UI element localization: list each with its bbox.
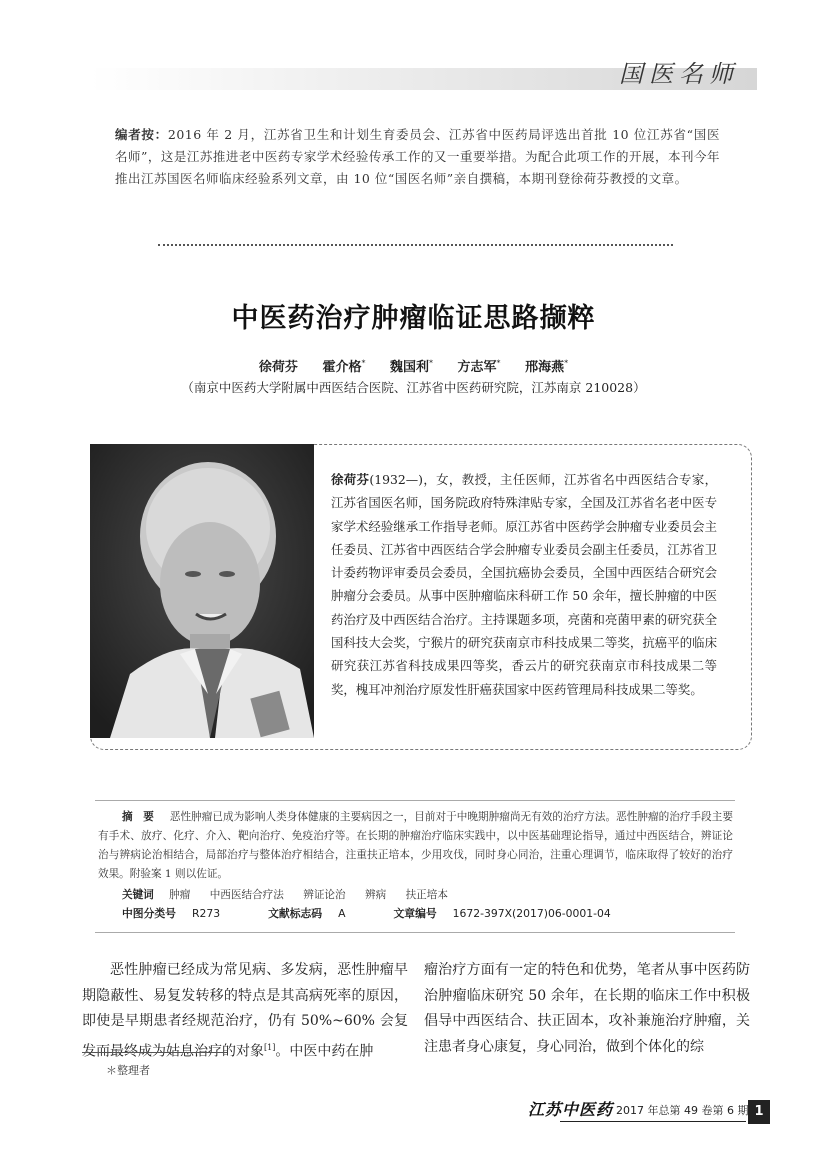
editor-note-text: 2016 年 2 月，江苏省卫生和计划生育委员会、江苏省中医药局评选出首批 10 位江苏省“国医名师”，这是江苏推进老中医药专家学术经验传承工作的又一重要举措。为配合此项工作的开展，本刊今年推出江苏国医名师临床经验系列文章，由 10 位“国医名师”亲自撰稿，本期刊登徐荷芬教授的文章。 <box>115 127 720 186</box>
keywords-label: 关键词 <box>122 889 154 901</box>
clc-value: R273 <box>191 907 221 920</box>
body-column-right: 瘤治疗方面有一定的特色和优势，笔者从事中医药防治肿瘤临床研究 50 余年，在长期的临床工作中积极倡导中西医结合、扶正固本，攻补兼施治疗肿瘤，关注患者身心康复，身心同治，做到个体化的综 <box>424 962 750 1055</box>
affiliation: （南京中医药大学附属中西医结合医院、江苏省中医药研究院，江苏南京 210028） <box>181 380 646 395</box>
editor-note <box>115 124 720 190</box>
editor-note-lead: 编者按： <box>115 127 168 142</box>
author: 邢海燕* <box>525 358 569 375</box>
body-column-left: 恶性肿瘤已经成为常见病、多发病，恶性肿瘤早期隐蔽性、易复发转移的特点是其高病死率的原因，即使是早期患者经规范治疗，仍有 50%~60% 会复发而最终成为姑息治疗的对象[1]。中医中药在肿 <box>82 962 408 1060</box>
author: 魏国利* <box>389 358 433 375</box>
doc-code-value: A <box>338 907 346 920</box>
footnote: ＊整理者 <box>106 1064 150 1077</box>
keyword: 中西医结合疗法 <box>209 889 284 901</box>
bio-body: (1932—)，女，教授，主任医师，江苏省名中西医结合专家，江苏省国医名师，国务院政府特殊津贴专家，全国及江苏省名老中医专家学术经验继承工作指导老师。原江苏省中医药学会肿瘤专业委员会主任委员、江苏省中西医结合学会肿瘤专业委员会副主任委员，江苏省卫计委药物评审委员会委员，全国抗癌协会委员，全国中西医结合研究会肿瘤分会委员。从事中医肿瘤临床科研工作 50 余年，擅长肿瘤的中医药治疗及中西医结合治疗。主持课题多项，亮菌和亮菌甲素的研究获全国科技大会奖，宁猴片的研究获南京市科技成果二等奖，抗癌平的临床研究获江苏省科技成果四等奖，香云片的研究获南京市科技成果二等奖，槐耳冲剂治疗原发性肝癌获国家中医药管理局科技成果二等奖。 <box>331 472 718 697</box>
footnote-rule <box>82 1052 227 1053</box>
reference-marker: [1] <box>264 1042 276 1052</box>
bio-text <box>331 468 717 701</box>
author-list <box>0 356 827 375</box>
keywords-line <box>122 887 464 902</box>
page-number: 1 <box>748 1100 770 1124</box>
issue-info: 2017 年总第 49 卷第 6 期 <box>616 1104 749 1117</box>
journal-name: 江苏中医药 <box>528 1100 614 1119</box>
clc-label: 中图分类号 <box>122 907 176 920</box>
abstract-label: 摘 要 <box>122 811 154 823</box>
dotted-divider <box>158 244 673 246</box>
keyword: 肿瘤 <box>169 889 191 901</box>
keyword: 辨病 <box>365 889 387 901</box>
abstract-top-rule <box>95 800 735 801</box>
footer-rule <box>560 1121 746 1122</box>
article-no-value: 1672-397X(2017)06-0001-04 <box>452 907 611 920</box>
article-no-label: 文章编号 <box>393 907 437 920</box>
abstract-text: 恶性肿瘤已成为影响人类身体健康的主要病因之一，目前对于中晚期肿瘤尚无有效的治疗方法。恶性肿瘤的治疗手段主要有手术、放疗、化疗、介入、靶向治疗、免疫治疗等。在长期的肿瘤治疗临床实践中，以中医基础理论指导，通过中西医结合，辨证论治与辨病论治相结合，局部治疗与整体治疗相结合，注重扶正培本，少用攻伐，同时身心同治，注重心理调节，临床取得了较好的治疗效果。附验案 1 则以佐证。 <box>98 811 734 880</box>
author: 徐荷芬 <box>258 360 298 375</box>
article-title: 中医药治疗肿瘤临证思路撷粹 <box>231 303 596 334</box>
keyword: 扶正培本 <box>405 889 448 901</box>
portrait-illustration <box>90 444 314 738</box>
keyword: 辨证论治 <box>303 889 346 901</box>
abstract <box>98 808 733 884</box>
author-portrait-photo <box>90 444 314 738</box>
classification-line <box>122 906 611 921</box>
section-label: 国医名师 <box>619 60 739 88</box>
author: 霍介格* <box>322 358 366 375</box>
doc-code-label: 文献标志码 <box>268 907 323 920</box>
author: 方志军* <box>457 358 501 375</box>
abstract-bottom-rule <box>95 932 735 933</box>
bio-name: 徐荷芬 <box>331 472 370 487</box>
